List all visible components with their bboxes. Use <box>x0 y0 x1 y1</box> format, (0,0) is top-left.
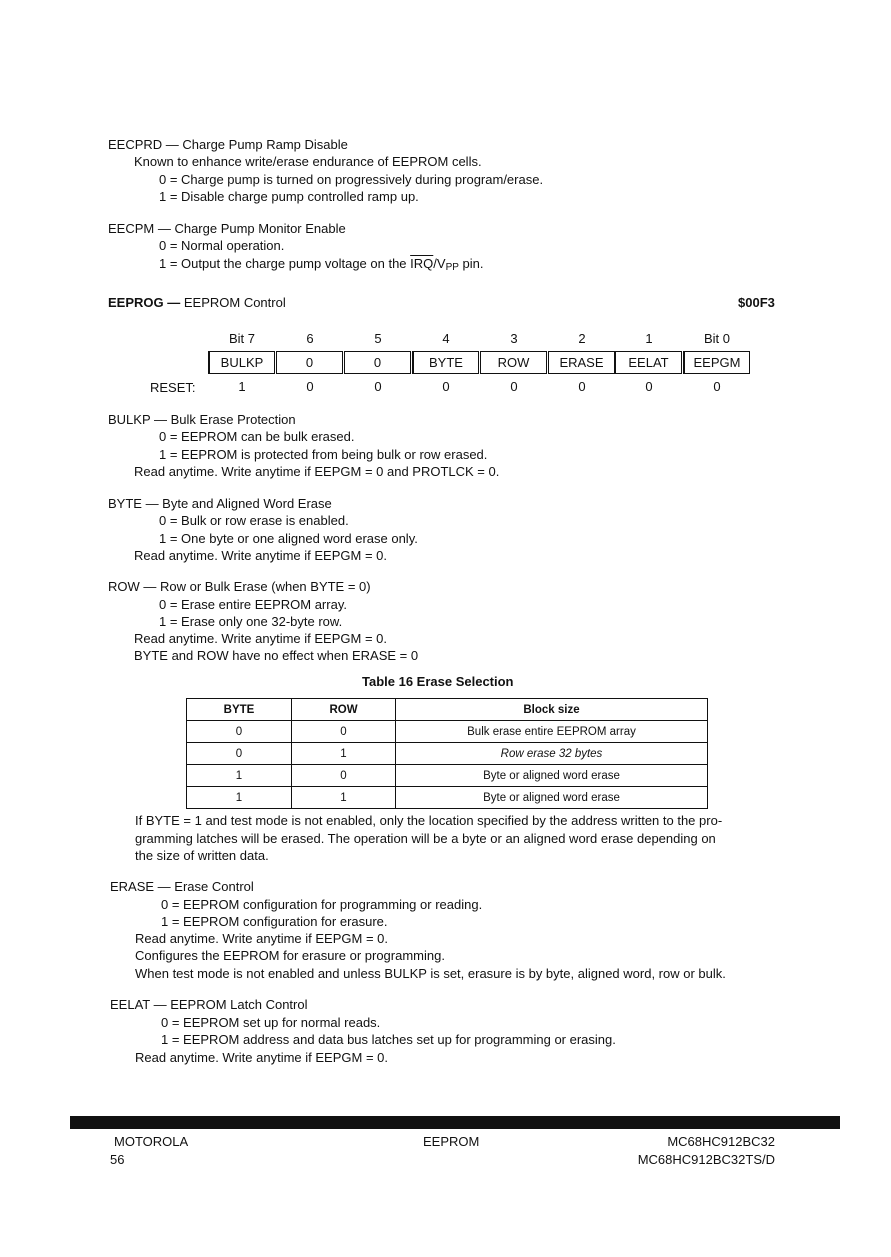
register-cell-erase: ERASE <box>548 351 615 374</box>
bit-number: 3 <box>510 331 518 346</box>
footer-page-number: 56 <box>110 1152 125 1167</box>
erase-rw: Read anytime. Write anytime if EEPGM = 0. <box>135 931 388 946</box>
table-cell: Bulk erase entire EEPROM array <box>396 721 708 743</box>
table-row <box>187 787 708 809</box>
reset-value: 0 <box>510 379 518 394</box>
table-row <box>187 765 708 787</box>
reset-value: 0 <box>306 379 314 394</box>
table-cell: Byte or aligned word erase <box>396 787 708 809</box>
row-opt1: 1 = Erase only one 32-byte row. <box>159 614 343 629</box>
table-cell: Byte or aligned word erase <box>396 765 708 787</box>
register-cell-byte: BYTE <box>412 351 479 374</box>
erase-opt1: 1 = EEPROM configuration for erasure. <box>161 914 388 929</box>
eecpm-opt0: 0 = Normal operation. <box>159 238 285 253</box>
reset-value: 1 <box>238 379 246 394</box>
table-cell: 0 <box>292 765 396 787</box>
row-note: BYTE and ROW have no effect when ERASE = 0 <box>134 648 419 663</box>
register-cell-row: ROW <box>480 351 547 374</box>
reset-label: RESET: <box>150 380 196 395</box>
register-cell-eelat: EELAT <box>615 351 682 374</box>
reset-value: 0 <box>713 379 721 394</box>
table-cell: 1 <box>187 765 292 787</box>
bulkp-opt0: 0 = EEPROM can be bulk erased. <box>159 429 355 444</box>
table-cell: 1 <box>187 787 292 809</box>
footer-company: MOTOROLA <box>114 1134 189 1149</box>
eecprd-opt0: 0 = Charge pump is turned on progressively during program/erase. <box>159 172 544 187</box>
bulkp-opt1: 1 = EEPROM is protected from being bulk or row erased. <box>159 447 488 462</box>
table-row <box>187 743 708 765</box>
reset-value: 0 <box>578 379 586 394</box>
erase-cfg: Configures the EEPROM for erasure or programming. <box>135 948 445 963</box>
eecprd-desc: Known to enhance write/erase endurance of EEPROM cells. <box>134 154 482 169</box>
eeprog-title: EEPROG — EEPROM Control <box>108 295 286 310</box>
erase-title: ERASE — Erase Control <box>110 879 254 894</box>
erase-opt0: 0 = EEPROM configuration for programming or reading. <box>161 897 483 912</box>
row-title: ROW — Row or Bulk Erase (when BYTE = 0) <box>108 579 371 594</box>
bulkp-rw: Read anytime. Write anytime if EEPGM = 0 and PROTLCK = 0. <box>134 464 500 479</box>
reset-value: 0 <box>442 379 450 394</box>
testmode-line2: gramming latches will be erased. The operation will be a byte or an aligned word erase depending on <box>135 831 716 846</box>
table-header: ROW <box>292 699 396 721</box>
table-header: BYTE <box>187 699 292 721</box>
erase-selection-table <box>186 698 708 809</box>
bit-number: 2 <box>578 331 586 346</box>
row-rw: Read anytime. Write anytime if EEPGM = 0. <box>134 631 387 646</box>
testmode-line1: If BYTE = 1 and test mode is not enabled, only the location specified by the address written to the pro- <box>135 813 723 828</box>
table-cell: Row erase 32 bytes <box>396 743 708 765</box>
eelat-title: EELAT — EEPROM Latch Control <box>110 997 308 1012</box>
table-row <box>187 721 708 743</box>
table-cell: 0 <box>292 721 396 743</box>
testmode-line3: the size of written data. <box>135 848 269 863</box>
table-header-row <box>187 699 708 721</box>
eecpm-opt1: 1 = Output the charge pump voltage on the $\overline{IRQ}/V_{PP}$ pin. <box>159 256 484 273</box>
table-cell: 0 <box>187 721 292 743</box>
row-opt0: 0 = Erase entire EEPROM array. <box>159 597 347 612</box>
byte-title: BYTE — Byte and Aligned Word Erase <box>108 496 332 511</box>
byte-rw: Read anytime. Write anytime if EEPGM = 0. <box>134 548 387 563</box>
register-cell: 0 <box>344 351 411 374</box>
table-cell: 0 <box>187 743 292 765</box>
bit-number: Bit 7 <box>228 331 255 346</box>
byte-opt0: 0 = Bulk or row erase is enabled. <box>159 513 349 528</box>
eecprd-opt1: 1 = Disable charge pump controlled ramp up. <box>159 189 419 204</box>
bit-number: 1 <box>645 331 653 346</box>
footer-rule <box>70 1116 840 1129</box>
bulkp-title: BULKP — Bulk Erase Protection <box>108 412 296 427</box>
bit-number: 4 <box>442 331 450 346</box>
footer-doc-number: MC68HC912BC32TS/D <box>637 1152 775 1167</box>
eecpm-title: EECPM — Charge Pump Monitor Enable <box>108 221 346 236</box>
eelat-rw: Read anytime. Write anytime if EEPGM = 0. <box>135 1050 388 1065</box>
register-cell-eepgm: EEPGM <box>683 351 750 374</box>
reset-value: 0 <box>645 379 653 394</box>
eecprd-title: EECPRD — Charge Pump Ramp Disable <box>108 137 348 152</box>
bit-number: Bit 0 <box>703 331 730 346</box>
register-cell: 0 <box>276 351 343 374</box>
register-cell-bulkp: BULKP <box>208 351 275 374</box>
table-caption: Table 16 Erase Selection <box>362 674 514 689</box>
irq-overbar-text: $\overline{IRQ}$ <box>410 256 434 271</box>
eelat-opt0: 0 = EEPROM set up for normal reads. <box>161 1015 381 1030</box>
reset-value: 0 <box>374 379 382 394</box>
table-header: Block size <box>396 699 708 721</box>
footer-part-number: MC68HC912BC32 <box>667 1134 775 1149</box>
eeprog-address: $00F3 <box>738 295 775 310</box>
table-cell: 1 <box>292 743 396 765</box>
erase-note: When test mode is not enabled and unless BULKP is set, erasure is by byte, aligned word, row or bulk. <box>135 966 726 981</box>
bit-number: 6 <box>306 331 314 346</box>
table-cell: 1 <box>292 787 396 809</box>
bit-number: 5 <box>374 331 382 346</box>
footer-section: EEPROM <box>423 1134 480 1149</box>
byte-opt1: 1 = One byte or one aligned word erase only. <box>159 531 418 546</box>
eelat-opt1: 1 = EEPROM address and data bus latches set up for programming or erasing. <box>161 1032 616 1047</box>
